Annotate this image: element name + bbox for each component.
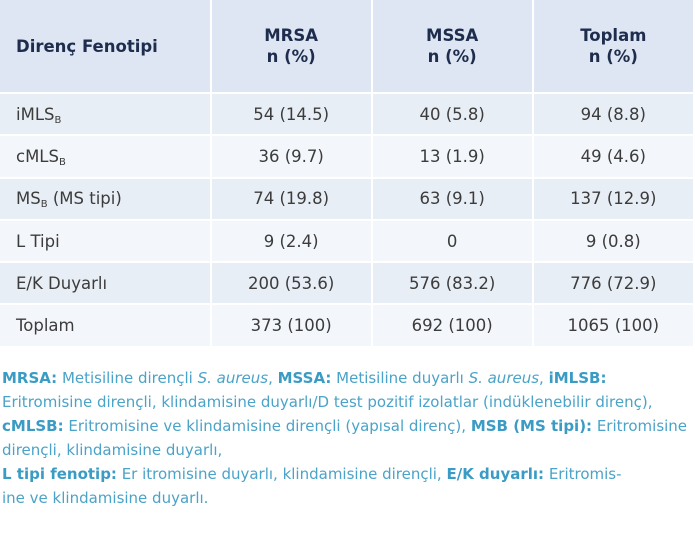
- cell-mrsa: 36 (9.7): [212, 136, 371, 176]
- cell-mrsa: 54 (14.5): [212, 94, 371, 134]
- cell-mrsa: 9 (2.4): [212, 221, 371, 261]
- cell-mssa: 63 (9.1): [373, 179, 532, 219]
- table-header-row: [0, 0, 693, 92]
- cell-total: 49 (4.6): [534, 136, 693, 176]
- row-label: cMLS$_B$: [0, 136, 210, 176]
- cell-mssa: 692 (100): [373, 305, 532, 345]
- table-row: [0, 179, 693, 219]
- header-phenotype: Direnç Fenotipi: [0, 0, 210, 92]
- cell-mssa: 13 (1.9): [373, 136, 532, 176]
- note-label-mrsa: MRSA:: [2, 369, 58, 387]
- note-label-mssa: MSSA:: [277, 369, 332, 387]
- cell-mssa: 40 (5.8): [373, 94, 532, 134]
- row-label: L Tipi: [0, 221, 210, 261]
- header-mssa: MSSA n (%): [373, 0, 532, 92]
- note-label-msb: MSB (MS tipi):: [470, 417, 593, 435]
- cell-total: 1065 (100): [534, 305, 693, 345]
- table-row: [0, 305, 693, 345]
- cell-mrsa: 373 (100): [212, 305, 371, 345]
- table-row: [0, 221, 693, 261]
- cell-mssa: 0: [373, 221, 532, 261]
- cell-mrsa: 74 (19.8): [212, 179, 371, 219]
- row-label: $MS_B$ (MS tipi): [0, 179, 210, 219]
- header-total: Toplam n (%): [534, 0, 693, 92]
- note-label-ltype: L tipi fenotip:: [2, 465, 117, 483]
- cell-mrsa: 200 (53.6): [212, 263, 371, 303]
- cell-mssa: 576 (83.2): [373, 263, 532, 303]
- cell-total: 137 (12.9): [534, 179, 693, 219]
- row-label: iMLS$_B$: [0, 94, 210, 134]
- cell-total: 94 (8.8): [534, 94, 693, 134]
- table-row: [0, 136, 693, 176]
- cell-total: 776 (72.9): [534, 263, 693, 303]
- row-label: E/K Duyarlı: [0, 263, 210, 303]
- note-label-cmlsb: cMLSB:: [2, 417, 64, 435]
- table-row: [0, 94, 693, 134]
- table-footnote: MRSA: Metisiline dirençli S. aureus, MSSA: Metisiline duyarlı S. aureus, iMLSB: Eritromisine dirençli, klindamisine duyarlı/D test pozitif izolatlar (indüklenebilir direnç), cMLSB: Eritromisine ve klindamisine dirençli (yapısal direnç), MSB (MS tipi): Eritromisine dirençli, klindamisine duyarlı, L tipi fenotip: Er itromisine duyarlı, klindamisine dirençli, E/K duyarlı: Eritromis- ine ve klindamisine duyarlı.: [2, 369, 688, 507]
- table-row: [0, 263, 693, 303]
- header-mrsa: MRSA n (%): [212, 0, 371, 92]
- row-label: Toplam: [0, 305, 210, 345]
- note-label-imlsb: iMLSB:: [548, 369, 607, 387]
- note-label-ek: E/K duyarlı:: [446, 465, 545, 483]
- cell-total: 9 (0.8): [534, 221, 693, 261]
